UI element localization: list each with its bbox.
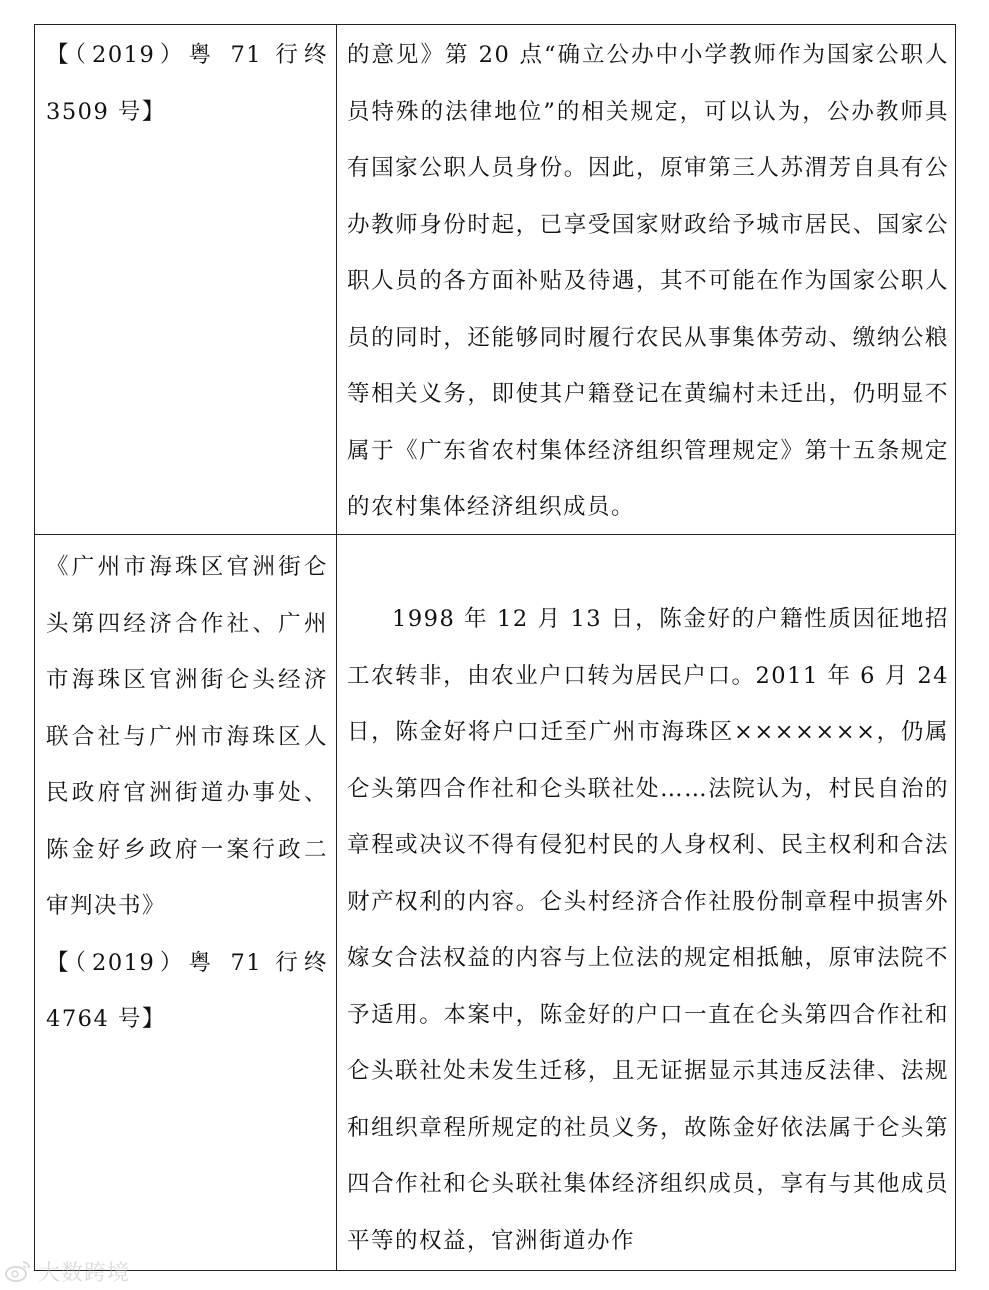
watermark (4, 1254, 130, 1288)
case-table (34, 24, 956, 1271)
row2-case-number: 【（2019）粤 71 行终 4764 号】 (46, 949, 328, 1032)
weibo-logo-icon (4, 1259, 32, 1283)
column-divider (336, 25, 337, 1270)
row1-text: 的意见》第 20 点“确立公办中小学教师作为国家公职人员特殊的法律地位”的相关规定，可以认为，公办教师具有国家公职人员身份。因此，原审第三人苏渭芳自具有公办教师身份时起，已享受国家财政给予城市居民、国家公职人员的各方面补贴及待遇，其不可能在作为国家公职人员的同时，还能够同时履行农民从事集体劳动、缴纳公粮等相关义务，即使其户籍登记在黄编村未迁出，仍明显不属于《广东省农村集体经济组织管理规定》第十五条规定的农村集体经济组织成员。 (347, 42, 949, 520)
row1-case-cell (46, 27, 328, 140)
row1-case-number: 【（2019）粤 71 行终 3509 号】 (46, 42, 328, 125)
row1-text-cell (347, 27, 949, 536)
row2-text-cell (347, 591, 949, 1269)
row2-case-cell (46, 539, 328, 1048)
watermark-text: 大数跨境 (38, 1260, 131, 1286)
row2-text: 1998 年 12 月 13 日，陈金好的户籍性质因征地招工农转非，由农业户口转为居民户口。2011 年 6 月 24 日，陈金好将户口迁至广州市海珠区×××××××，仍属仑头第四合作社和仑头联社处……法院认为，村民自治的章程或决议不得有侵犯村民的人身权利、民主权利和合法财产权利的内容。仑头村经济合作社股份制章程中损害外嫁女合法权益的内容与上位法的规定相抵触，原审法院不予适用。本案中，陈金好的户口一直在仑头第四合作社和仑头联社处未发生迁移，且无证据显示其违反法律、法规和组织章程所规定的社员义务，故陈金好依法属于仑头第四合作社和仑头联社集体经济组织成员，享有与其他成员平等的权益，官洲街道办作 (347, 606, 949, 1254)
row2-case-title: 《广州市海珠区官洲街仑头第四经济合作社、广州市海珠区官洲街仑头经济联合社与广州市海珠区人民政府官洲街道办事处、陈金好乡政府一案行政二审判决书》 (46, 554, 328, 919)
